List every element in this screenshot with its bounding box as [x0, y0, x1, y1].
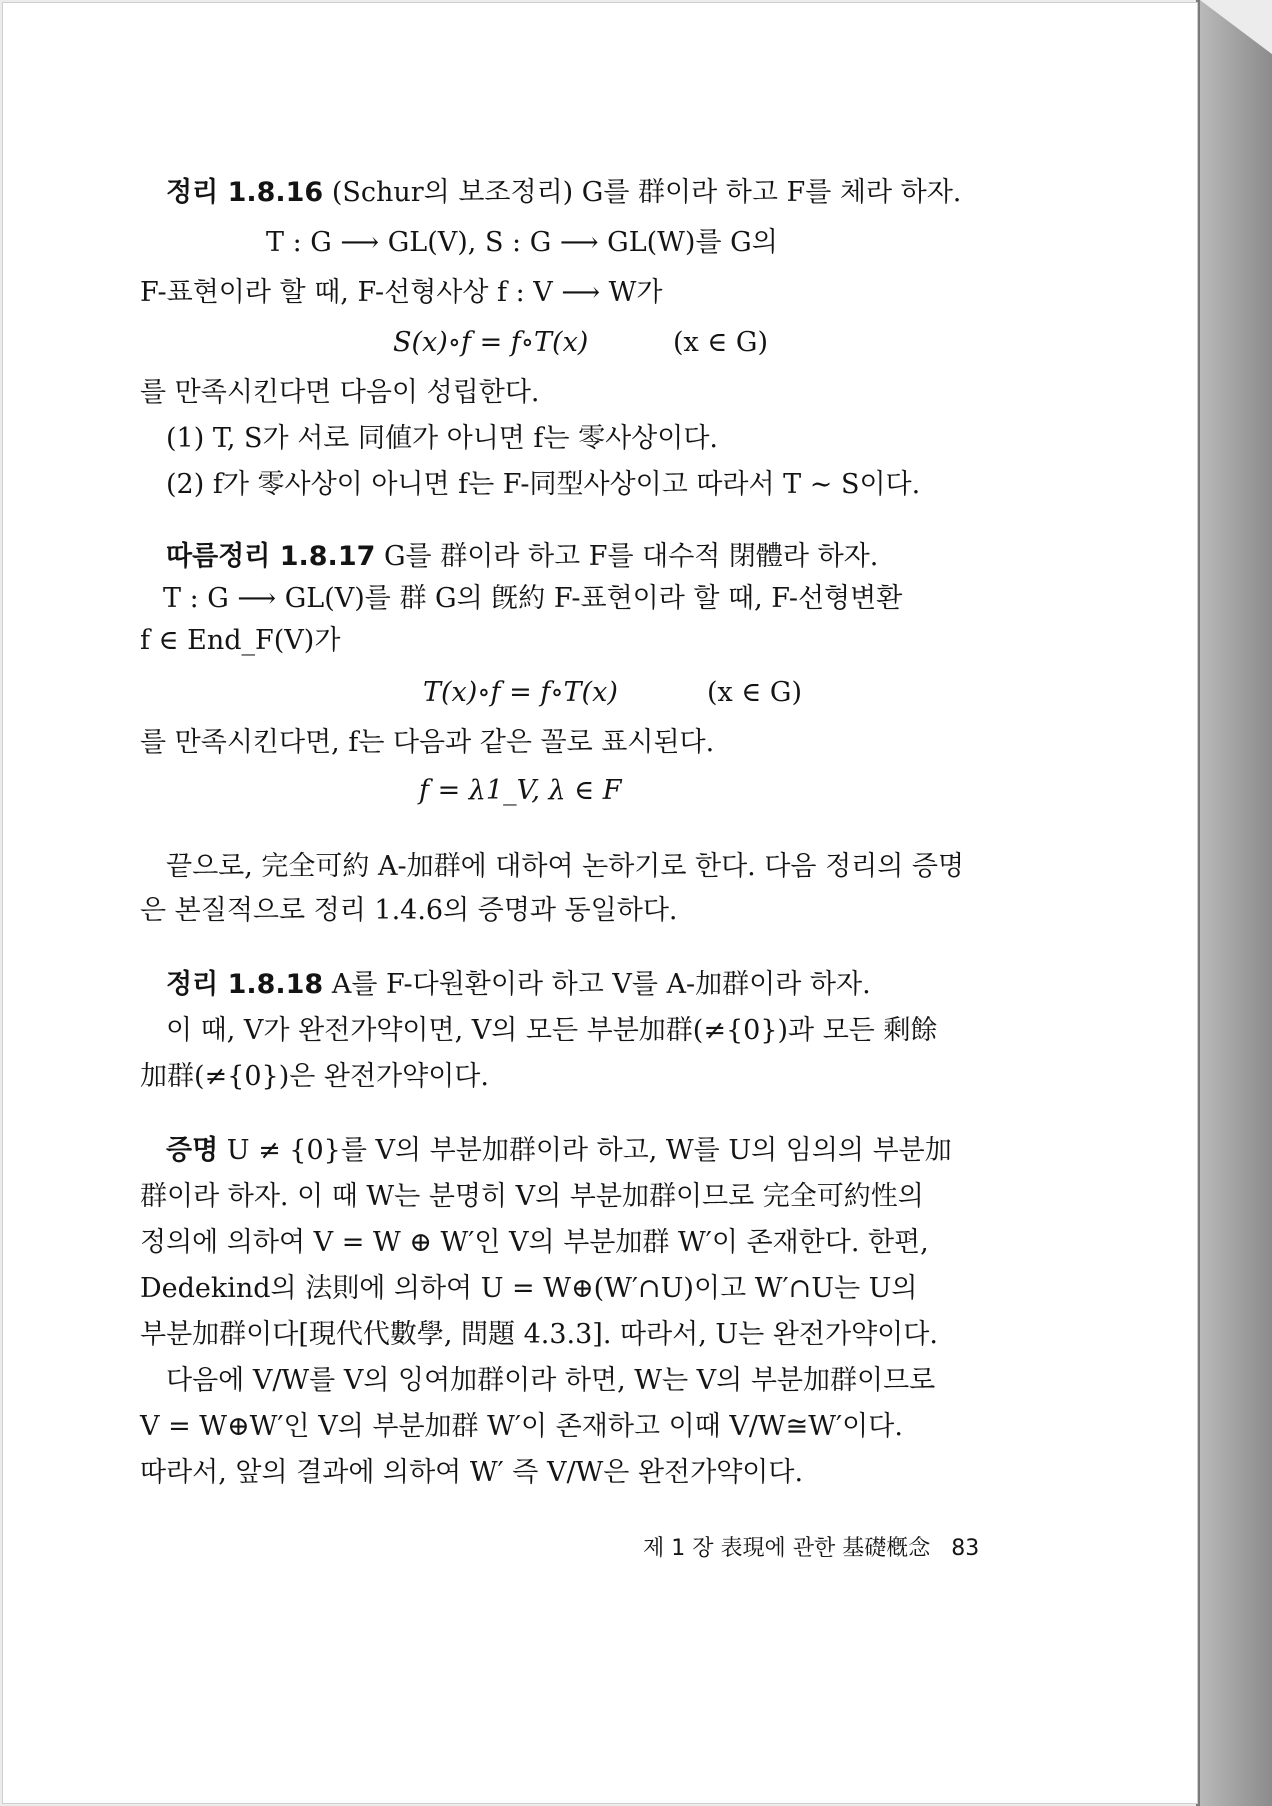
proof-line: U ≠ {0}를 V의 부분加群이라 하고, W를 U의 임의의 부분加 [226, 1135, 952, 1166]
paragraph-line: 은 본질적으로 정리 1.4.6의 증명과 동일하다. [140, 895, 678, 926]
display-formula: S(x)∘f = f∘T(x) [393, 327, 589, 358]
corollary-1-8-17-heading [166, 539, 878, 575]
theorem-item-2: (2) f가 零사상이 아니면 f는 F-同型사상이고 따라서 T ∼ S이다. [166, 469, 921, 500]
corollary-statement-line: 를 만족시킨다면, f는 다음과 같은 꼴로 표시된다. [140, 727, 715, 758]
running-footer [643, 1531, 979, 1567]
corollary-label: 따름정리 1.8.17 [166, 541, 376, 572]
book-side-edge [1200, 0, 1272, 1806]
theorem-statement-line: 를 만족시킨다면 다음이 성립한다. [140, 377, 540, 408]
theorem-statement-line: F-표현이라 할 때, F-선형사상 f : V ⟶ W가 [140, 277, 663, 308]
theorem-statement-line: A를 F-다원환이라 하고 V를 A-加群이라 하자. [331, 969, 871, 1000]
proof-label: 증명 [166, 1135, 219, 1166]
paragraph-line: 끝으로, 完全可約 A-加群에 대하여 논하기로 한다. 다음 정리의 증명 [166, 851, 965, 882]
proof-line: 다음에 V/W를 V의 잉여加群이라 하면, W는 V의 부분加群이므로 [166, 1365, 936, 1396]
corollary-statement-line: T : G ⟶ GL(V)를 群 G의 旣約 F-표현이라 할 때, F-선형변환 [163, 583, 903, 614]
proof-line: 부분加群이다[現代代數學, 問題 4.3.3]. 따라서, U는 완전가약이다. [140, 1319, 938, 1350]
theorem-statement-line: 이 때, V가 완전가약이면, V의 모든 부분加群(≠{0})과 모든 剩餘 [166, 1015, 938, 1046]
proof-line: 따라서, 앞의 결과에 의하여 W′ 즉 V/W은 완전가약이다. [140, 1457, 804, 1488]
theorem-1-8-16-heading [166, 175, 961, 211]
corollary-statement-line: f ∈ End_F(V)가 [140, 625, 341, 656]
theorem-statement-line: (Schur의 보조정리) G를 群이라 하고 F를 체라 하자. [331, 177, 962, 208]
theorem-label: 정리 1.8.16 [166, 177, 324, 208]
proof-heading [166, 1133, 952, 1169]
proof-line: V = W⊕W′인 V의 부분加群 W′이 존재하고 이때 V/W≅W′이다. [140, 1411, 903, 1442]
proof-line: 群이라 하자. 이 때 W는 분명히 V의 부분加群이므로 完全可約性의 [140, 1181, 924, 1212]
theorem-statement-line: 加群(≠{0})은 완전가약이다. [140, 1061, 489, 1092]
formula-condition: (x ∈ G) [673, 327, 769, 358]
chapter-title: 제 1 장 表現에 관한 基礎槪念 [643, 1536, 931, 1561]
display-formula: f = λ1_V, λ ∈ F [419, 775, 622, 806]
theorem-statement-line: T : G ⟶ GL(V), S : G ⟶ GL(W)를 G의 [266, 227, 778, 258]
display-formula: T(x)∘f = f∘T(x) [423, 677, 618, 708]
formula-condition: (x ∈ G) [707, 677, 803, 708]
theorem-item-1: (1) T, S가 서로 同値가 아니면 f는 零사상이다. [166, 423, 719, 454]
book-page [2, 2, 1198, 1804]
theorem-1-8-18-heading [166, 967, 871, 1003]
proof-line: 정의에 의하여 V = W ⊕ W′인 V의 부분加群 W′이 존재한다. 한편, [140, 1227, 929, 1258]
proof-line: Dedekind의 法則에 의하여 U = W⊕(W′∩U)이고 W′∩U는 U의 [140, 1273, 918, 1304]
corollary-statement-line: G를 群이라 하고 F를 대수적 閉體라 하자. [383, 541, 879, 572]
page-number: 83 [951, 1536, 980, 1561]
theorem-label: 정리 1.8.18 [166, 969, 324, 1000]
